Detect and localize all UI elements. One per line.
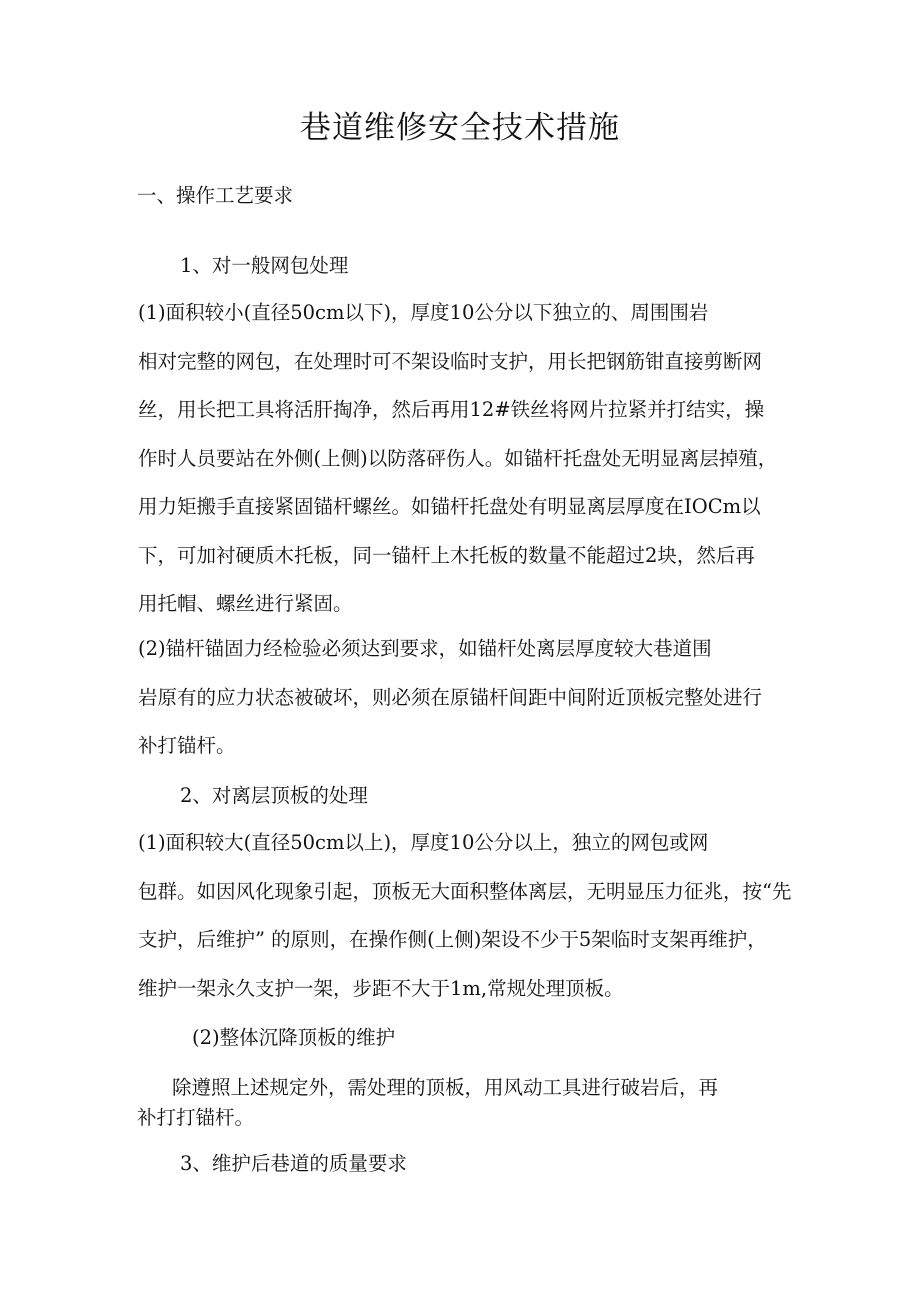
paragraph-line: 相对完整的网包，在处理时可不架设临时支护，用长把钢筋钳直接剪断网 bbox=[138, 349, 763, 373]
paragraph-line: 维护一架永久支护一架，步距不大于1m,常规处理顶板。 bbox=[138, 976, 624, 1000]
item-heading: (2)整体沉降顶板的维护 bbox=[192, 1026, 396, 1049]
paragraph-line: 用力矩搬手直接紧固锚杆螺丝。如锚杆托盘处有明显离层厚度在IOCm以 bbox=[138, 495, 761, 518]
paragraph bbox=[138, 635, 788, 781]
paragraph-line: 补打锚杆。 bbox=[138, 734, 236, 757]
subsection-heading: 1、对一般网包处理 bbox=[180, 254, 349, 277]
paragraph-line: 下，可加衬硬质木托板，同一锚杆上木托板的数量不能超过2块，然后再 bbox=[138, 543, 755, 567]
paragraph-line: 除遵照上述规定外，需处理的顶板，用风动工具进行破岩后，再 bbox=[172, 1076, 719, 1099]
page-title: 巷道维修安全技术措施 bbox=[300, 110, 620, 146]
paragraph-line: (1)面积较大(直径50cm以上)，厚度10公分以上，独立的网包或网 bbox=[138, 831, 709, 854]
paragraph-line: (1)面积较小(直径50cm以下)，厚度10公分以下独立的、周围围岩 bbox=[138, 301, 709, 324]
paragraph-line: (2)锚杆锚固力经检验必须达到要求，如锚杆处离层厚度较大巷道围 bbox=[138, 637, 712, 660]
paragraph-line: 岩原有的应力状态被破坏，则必须在原锚杆间距中间附近顶板完整处进行 bbox=[138, 685, 763, 709]
paragraph-line: 包群。如因风化现象引起，顶板无大面积整体离层，无明显压力征兆，按“先 bbox=[138, 879, 792, 903]
paragraph bbox=[138, 299, 788, 639]
paragraph bbox=[138, 829, 792, 1023]
paragraph-line: 丝，用长把工具将活肝掏净，然后再用12#铁丝将网片拉紧并打结实，操 bbox=[138, 398, 765, 421]
section-heading: 一、操作工艺要求 bbox=[137, 184, 294, 207]
subsection-heading: 2、对离层顶板的处理 bbox=[180, 784, 368, 807]
paragraph-line: 用托帽、螺丝进行紧固。 bbox=[138, 592, 353, 615]
paragraph-line: 补打打锚杆。 bbox=[137, 1106, 255, 1129]
paragraph-line: 作时人员要站在外侧(上侧)以防落砰伤人。如锚杆托盘处无明显离层掉殖， bbox=[138, 446, 778, 470]
paragraph-line: 支护，后维护” 的原则，在操作侧(上侧)架设不少于5架临时支架再维护， bbox=[138, 928, 767, 951]
subsection-heading: 3、维护后巷道的质量要求 bbox=[180, 1152, 407, 1175]
